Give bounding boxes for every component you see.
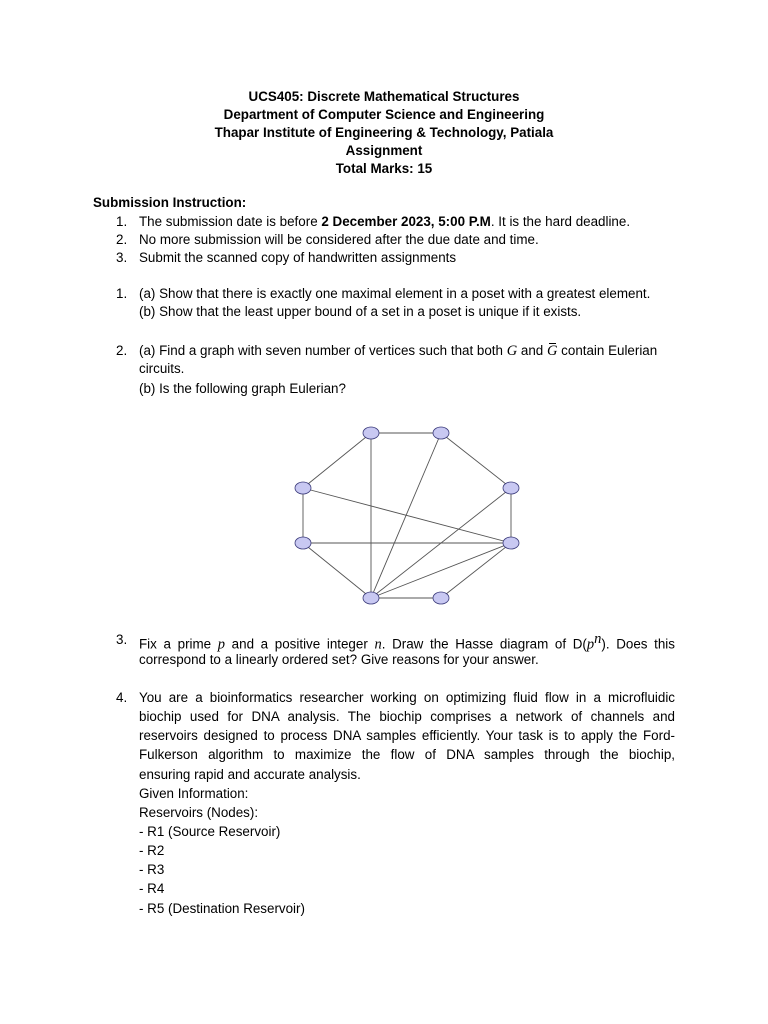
institute-name: Thapar Institute of Engineering & Technology, Patiala [214, 125, 554, 140]
question-2b: (b) Is the following graph Eulerian? [139, 381, 346, 396]
submission-item-number: 1. [116, 214, 128, 229]
graph-edge-left-upper-right-lower [303, 488, 511, 543]
question-2a-continued: circuits. [139, 361, 185, 376]
graph-vertex-right-lower [503, 537, 519, 549]
graph-vertex-left-lower [295, 537, 311, 549]
document-type: Assignment [345, 143, 423, 158]
deadline-date: 2 December 2023, 5:00 P.M [321, 214, 491, 229]
graph-g-symbol: G [506, 343, 518, 359]
question-text: (a) Find a graph with seven number of vertices such that both [139, 343, 507, 358]
math-symbol: p [217, 636, 226, 653]
submission-text: . It is the hard deadline. [490, 214, 631, 229]
math-symbol: n [374, 636, 382, 653]
question-number: 4. [116, 690, 128, 705]
reservoir-item: - R1 (Source Reservoir) [139, 824, 281, 839]
graph-edge-right-lower-bottom-left [371, 543, 511, 598]
graph-edge-left-upper-top-left [303, 433, 371, 488]
course-title: UCS405: Discrete Mathematical Structures [248, 89, 520, 104]
given-information-label: Given Information: [139, 786, 249, 801]
graph-edge-top-right-right-upper [441, 433, 511, 488]
graph-vertex-top-right [433, 427, 449, 439]
question-4-line: You are a bioinformatics researcher working on optimizing fluid flow in a microfluidic [139, 690, 675, 705]
question-1b: (b) Show that the least upper bound of a set in a poset is unique if it exists. [139, 304, 582, 319]
graph-edge-right-lower-bottom-right [441, 543, 511, 598]
question-number: 3. [116, 632, 128, 647]
eulerian-graph-figure [290, 420, 530, 615]
department-name: Department of Computer Science and Engineering [223, 107, 545, 122]
total-marks: Total Marks: 15 [335, 161, 433, 176]
graph-complement-symbol: G [546, 343, 558, 359]
graph-edge-bottom-left-left-lower [303, 543, 371, 598]
question-4-line: biochip used for DNA analysis. The biochip comprises a network of channels and [139, 709, 675, 724]
question-text: and [517, 343, 547, 358]
question-text: and a positive integer [225, 636, 375, 652]
reservoir-item: - R5 (Destination Reservoir) [139, 901, 305, 916]
question-number: 2. [116, 343, 128, 358]
submission-item-number: 2. [116, 232, 128, 247]
question-4-line: reservoirs designed to process DNA samples efficiently. Your task is to apply the Ford- [139, 728, 675, 743]
question-text: . Draw the Hasse diagram of D( [381, 636, 587, 652]
question-number: 1. [116, 286, 128, 301]
reservoir-item: - R3 [139, 862, 165, 877]
submission-item: No more submission will be considered after the due date and time. [139, 232, 539, 247]
reservoir-item: - R4 [139, 881, 165, 896]
submission-item: Submit the scanned copy of handwritten assignments [139, 250, 457, 265]
question-text: Fix a prime [139, 636, 218, 652]
question-4-line: ensuring rapid and accurate analysis. [139, 767, 361, 782]
math-superscript: n [594, 631, 602, 647]
question-text: contain Eulerian [557, 343, 658, 358]
document-header [0, 88, 768, 178]
graph-vertex-bottom-right [433, 592, 449, 604]
graph-vertex-left-upper [295, 482, 311, 494]
graph-vertex-right-upper [503, 482, 519, 494]
submission-item [139, 212, 630, 231]
reservoir-item: - R2 [139, 843, 165, 858]
math-symbol: p [586, 636, 595, 653]
question-3-line-2: correspond to a linearly ordered set? Give reasons for your answer. [139, 652, 539, 667]
graph-vertex-bottom-left [363, 592, 379, 604]
question-text: ). Does this [601, 636, 675, 652]
submission-item-number: 3. [116, 250, 128, 265]
submission-text: The submission date is before [139, 214, 322, 229]
question-4-line: Fulkerson algorithm to maximize the flow of DNA samples through the biochip, [139, 747, 675, 762]
graph-vertex-top-left [363, 427, 379, 439]
submission-heading: Submission Instruction: [93, 195, 247, 210]
question-2a [139, 341, 657, 361]
reservoirs-heading: Reservoirs (Nodes): [139, 805, 259, 820]
question-1a: (a) Show that there is exactly one maximal element in a poset with a greatest element. [139, 286, 651, 301]
